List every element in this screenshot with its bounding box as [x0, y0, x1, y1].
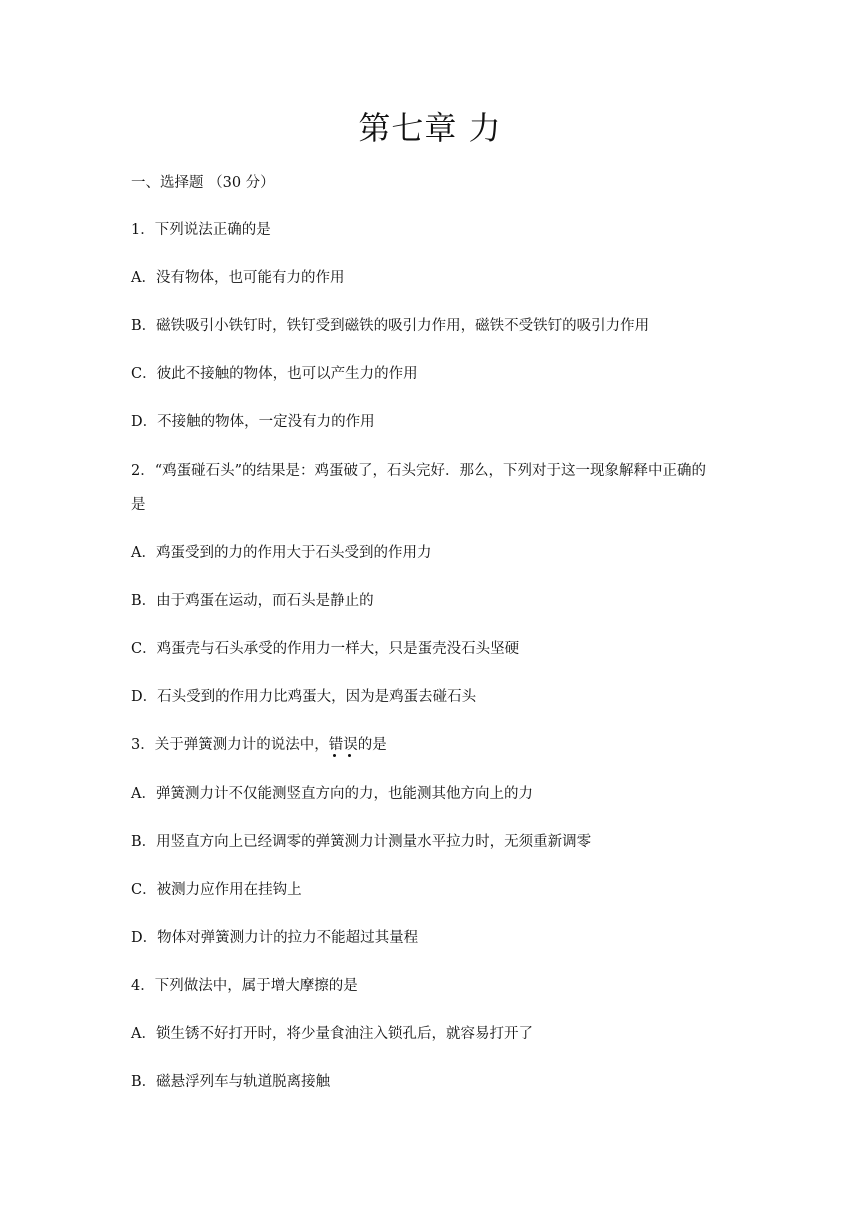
question-3-stem-suffix: 的是	[357, 737, 387, 753]
question-2-option-c: C．鸡蛋壳与石头承受的作用力一样大，只是蛋壳没石头坚硬	[131, 641, 520, 657]
page-title: 第七章 力	[358, 109, 502, 147]
question-2-stem-line-1: 2．“鸡蛋碰石头”的结果是：鸡蛋破了，石头完好．那么，下列对于这一现象解释中正确的	[131, 463, 707, 479]
question-2-option-a: A．鸡蛋受到的力的作用大于石头受到的作用力	[131, 545, 432, 561]
question-3-stem-prefix: 3．关于弹簧测力计的说法中，	[131, 737, 329, 753]
question-4-option-a: A．锁生锈不好打开时，将少量食油注入锁孔后，就容易打开了	[131, 1026, 533, 1042]
question-1-stem: 1．下列说法正确的是	[131, 222, 271, 238]
question-3-emphasis-text: 错误	[328, 737, 358, 753]
emphasis-dot	[333, 754, 336, 757]
question-2-option-d: D．石头受到的作用力比鸡蛋大，因为是鸡蛋去碰石头	[131, 689, 477, 705]
question-1-option-a: A．没有物体，也可能有力的作用	[131, 270, 345, 286]
emphasis-dot	[348, 754, 351, 757]
question-3-option-d: D．物体对弹簧测力计的拉力不能超过其量程	[131, 930, 419, 946]
question-3-option-b: B．用竖直方向上已经调零的弹簧测力计测量水平拉力时，无须重新调零	[131, 834, 592, 850]
section-heading: 一、选择题 （30 分）	[131, 175, 275, 191]
question-3-option-c: C．被测力应作用在挂钩上	[131, 882, 302, 898]
question-1-option-b: B．磁铁吸引小铁钉时，铁钉受到磁铁的吸引力作用，磁铁不受铁钉的吸引力作用	[131, 318, 650, 334]
question-3-stem	[131, 734, 731, 756]
question-1-option-c: C．彼此不接触的物体，也可以产生力的作用	[131, 366, 418, 382]
question-4-option-b: B．磁悬浮列车与轨道脱离接触	[131, 1074, 331, 1090]
question-1-option-d: D．不接触的物体，一定没有力的作用	[131, 414, 375, 430]
question-3-stem-emphasis	[329, 737, 358, 753]
question-2-stem-line-2: 是	[131, 497, 146, 513]
question-4-stem: 4．下列做法中，属于增大摩擦的是	[131, 978, 358, 994]
question-3-option-a: A．弹簧测力计不仅能测竖直方向的力，也能测其他方向上的力	[131, 786, 533, 802]
question-2-option-b: B．由于鸡蛋在运动，而石头是静止的	[131, 593, 374, 609]
